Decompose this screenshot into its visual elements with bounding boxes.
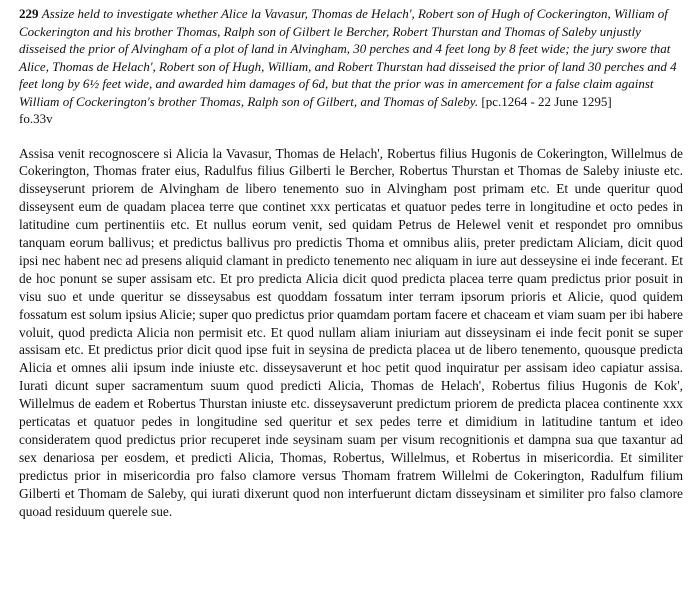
latin-transcription: Assisa venit recognoscere si Alicia la Vavasur, Thomas de Helach', Robertus filius Hugonis de Cokerington, Willelmus de Cokerington, Thomas frater eius, Radulfus filius Gilberti le Bercher, Robertus Thurstan et Thomas de Saleby iniuste etc. disseyserunt priorem de Alvingham de libero tenemento suo in Alvingham post primam etc. Et unde queritur quod disseysent eum de quadam placea terre que continet xxx perticatas et quatuor pedes terre in longitudine et octo pedes in latitudine cum pertinentiis etc. Et nullus eorum venit, sed quidam Petrus de Helewel venit et respondet pro omnibus tanquam eorum ballivus; et predictus ballivus pro predictis Thoma et omnibus aliis, preter predictam Aliciam, dicit quod ipsi nec habent nec ad presens aliquid clamant in predicto tenemento nec aliquam in iure aut desseysine ei inde fecerant. Et de hoc ponunt se super assisam etc. Et pro predicta Alicia dicit quod predicta placea terre quam predictus prior posuit in visu suo et unde queritur se disseysabus est quoddam fossatum inter terram ipsorum prioris et Alicie, quod quidem fossatum est solum ipsius Alicie; super quo predictus prior quamdam portam facere et chaceam et viam suam per ibi habere voluit, quod predicta Alicia non permisit etc. Et quod nullam aliam iniuriam aut disseysinam ei inde fecit ponit se super assisam etc. Et predictus prior dicit quod ipse fuit in seysina de predicta placea ut de libero tenemento, quousque predicta Alicia et omnes alii ipsum inde iniuste etc. disseysaverunt et hoc petit quod inquiratur per assisam ideo capiatur assisa. Iurati dicunt super sacramentum suum quod predicti Alicia, Thomas de Helach', Robertus filius Hugonis de Kok', Willelmus de eadem et Robertus Thurstan iniuste etc. disseysaverunt predictum priorem de predicta placea continente xxx perticatas et quatuor pedes in longitudine sed queritur et sex pedes terre et dimidium in latitudine tantum et ideo consideratem quod predictus prior recuperet inde seysinam suam per visum recognitionis et dampna sua que taxantur ad sex denariosa per eosdem, et predicti Alicia, Thomas, Robertus, Willelmus, et Robertus in misericordia. Et similiter predictus prior in misericordia pro falso clamore versus Thomam fratrem Willelmi de Cokerington, Radulfum filium Gilberti et Thomam de Saleby, qui iurati dixerunt quod non interfuerunt dictam disseysinam et similiter pro falso clamore quoad residuum querele sue. — [19, 145, 683, 519]
folio-reference: fo.33v — [19, 111, 53, 126]
entry-summary-paragraph — [19, 5, 683, 110]
entry-number: 229 — [19, 6, 39, 21]
document-page — [19, 5, 683, 521]
entry-date: [pc.1264 - 22 June 1295] — [481, 93, 612, 109]
entry-summary: Assize held to investigate whether Alice la Vavasur, Thomas de Helach', Robert son of Hugh of Cockerington, William of Cockerington and his brother Thomas, Ralph son of Gilbert le Bercher, Robert Thurstan and Thomas of Saleby unjustly disseised the prior of Alvingham of a plot of land in Alvingham, 30 perches and 4 feet long by 8 feet wide; the jury swore that Alice, Thomas de Helach', Robert son of Hugh, William, and Robert Thurstan had disseised the prior of land 30 perches and 4 feet long by 6½ feet wide, and awarded him damages of 6d, but that the prior was in amercement for a false claim against William of Cockerington's brother Thomas, Ralph son of Gilbert, and Thomas of Saleby. — [19, 6, 677, 109]
